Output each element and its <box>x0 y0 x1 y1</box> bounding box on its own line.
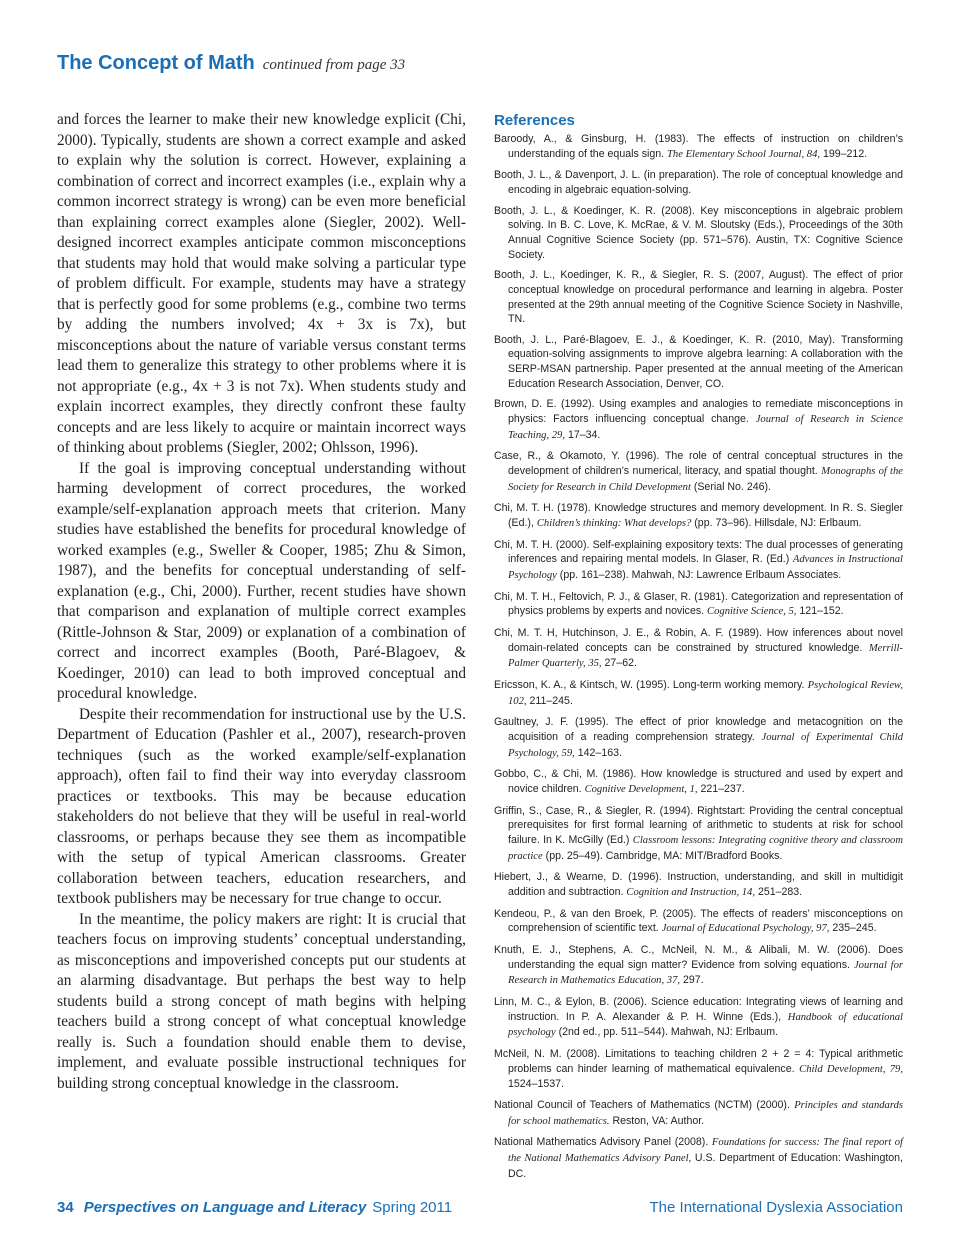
reference-text: (pp. 73–96). Hillsdale, NJ: Erlbaum. <box>691 516 862 529</box>
reference-entry <box>494 268 903 326</box>
reference-entry <box>494 626 903 672</box>
journal-name: Perspectives on Language and Literacy <box>83 1199 367 1216</box>
reference-text: Baroody, A., & Ginsburg, H. (1983). The effects of instruction on children’s understanding of the equals sign. <box>494 133 903 160</box>
reference-text: Knuth, E. J., Stephens, A. C., McNeil, N. M., & Alibali, M. W. (2006). Does understanding the equal sign matter? Evidence from solving equations. <box>494 944 903 971</box>
reference-text: Griffin, S., Case, R., & Siegler, R. (1994). Rightstart: Providing the central conceptual prerequisites for first formal learning of arithmetic to students at risk for school failure. In K. McGilly (Ed.) <box>494 804 903 846</box>
reference-source: Classroom lessons: Integrating cognitive theory and classroom practice <box>508 834 903 862</box>
reference-text: 121–152. <box>796 605 844 618</box>
reference-entry <box>494 1135 903 1181</box>
reference-source: Children’s thinking: What develops? <box>536 517 692 529</box>
reference-source: Cognitive Science, 5, <box>707 606 797 618</box>
reference-text: Booth, J. L., Koedinger, K. R., & Siegler, R. S. (2007, August). The effect of prior conceptual knowledge on procedural performance and learning in algebra. Poster presented at the 29th annual meeting of the Cognitive Science Society in Nashville, TN. <box>494 269 903 326</box>
reference-text: (2nd ed., pp. 511–544). Mahwah, NJ: Erlbaum. <box>555 1026 779 1039</box>
body-paragraph: and forces the learner to make their new knowledge explicit (Chi, 2000). Typically, students are shown a correct example and asked to explain why the solution is correct. However, explaining a combination of correct and incorrect examples (i.e., explain why a common incorrect strategy is wrong) can be even more beneficial than explaining correct examples alone (Siegler, 2002). Well-designed incorrect examples anticipate common misconceptions that students may hold that would make solving a particular type of problem difficult. For example, students may have a strategy that is perfectly good for some problems (e.g., combine two terms by adding the numbers involved; 4x + 3x is 7x), but misconceptions about the nature of variable versus constant terms lead them to generalize this strategy to other problems where it is not appropriate (e.g., 4x + 3 is not 7x). When students study and explain incorrect examples, they directly confront these faulty concepts and are less likely to acquire or maintain incorrect ways of thinking about problems (Siegler, 2002; Ohlsson, 1996). <box>57 111 466 456</box>
reference-source: Advances in Instructional Psychology <box>508 554 903 581</box>
reference-entry <box>494 132 903 162</box>
publisher-name: The International Dyslexia Association <box>649 1199 903 1216</box>
page-number: 34 <box>57 1199 74 1216</box>
reference-text: Gaultney, J. F. (1995). The effect of prior knowledge and metacognition on the acquisition of a reading comprehension strategy. <box>494 716 903 744</box>
references-list <box>494 132 903 1181</box>
reference-entry <box>494 1098 903 1129</box>
article-title: The Concept of Math <box>57 52 255 74</box>
body-paragraph: Despite their recommendation for instructional use by the U.S. Department of Education (Pashler et al., 2007), research-proven techniques (such as the worked example/self-explanation approach), often fail to find their way into everyday classroom practices or textbooks. This may be because education stakeholders do not believe that they will be useful in real-world classrooms, or perhaps because they see them as incompatible with the setup of typical American classrooms. Greater collaboration between teachers, education researchers, and textbook publishers may be necessary for true change to occur. <box>57 705 466 907</box>
reference-text: (pp. 161–238). Mahwah, NJ: Lawrence Erlbaum Associates. <box>556 568 842 581</box>
reference-source: Psychological Review, 102, <box>508 680 903 707</box>
reference-source: Journal of Experimental Child Psychology, 59, <box>508 732 903 759</box>
reference-text: U.S. Department of Education: Washington, DC. <box>508 1151 904 1180</box>
reference-text: Booth, J. L., & Koedinger, K. R. (2008). Key misconceptions in algebraic problem solving. In B. C. Love, K. McRae, & V. M. Sloutsky (Eds.), Proceedings of the 30th Annual Cognitive Science Society (pp. 571–576). Austin, TX: Cognitive Science Society. <box>494 204 903 261</box>
reference-text: 297. <box>680 974 704 987</box>
body-paragraph: In the meantime, the policy makers are right: It is crucial that teachers focus on improving students’ conceptual understanding, as misconceptions and impoverished concepts put our students at an alarming disadvantage. But perhaps the best way to help students build a strong concept of math begins with helping teachers build a strong concept of what conceptual knowledge really is. Such a foundation should enable them to devise, implement, and evaluate possible instructional techniques for building strong conceptual knowledge in the classroom. <box>57 910 466 1092</box>
reference-text: Reston, VA: Author. <box>609 1114 705 1127</box>
page-header <box>57 52 405 75</box>
reference-entry <box>494 538 903 584</box>
reference-text: Gobbo, C., & Chi, M. (1986). How knowledge is structured and used by expert and novice children. <box>494 768 903 795</box>
references-column <box>494 112 903 1187</box>
reference-entry <box>494 907 903 937</box>
reference-text: 17–34. <box>565 428 601 441</box>
reference-text: Chi, M. T. H. (2000). Self-explaining expository texts: The dual processes of generating inferences and repairing mental models. In Glaser, R. (Ed.) <box>494 538 903 566</box>
reference-entry <box>494 995 903 1041</box>
page-footer <box>57 1199 903 1221</box>
reference-source: Cognition and Instruction, 14, <box>626 886 755 898</box>
reference-text: 235–245. <box>829 922 877 935</box>
reference-entry <box>494 767 903 797</box>
reference-text: Linn, M. C., & Eylon, B. (2006). Science education: Integrating views of learning and instruction. In P. A. Alexander & P. H. Winne (Eds.), <box>494 996 903 1023</box>
reference-source: Merrill-Palmer Quarterly, 35, <box>508 642 903 670</box>
reference-text: 27–62. <box>601 657 637 670</box>
reference-source: Foundations for success: The final report of the National Mathematics Advisory Panel, <box>508 1137 903 1164</box>
footer-left <box>57 1199 452 1216</box>
reference-entry <box>494 1047 903 1092</box>
reference-source: Journal of Educational Psychology, 97, <box>661 923 830 935</box>
reference-text: McNeil, N. M. (2008). Limitations to teaching children 2 + 2 = 4: Typical arithmetic problems can hinder learning of mathematical equivalence. <box>494 1048 903 1075</box>
reference-text: Case, R., & Okamoto, Y. (1996). The role of central conceptual structures in the development of children’s numerical, literacy, and spatial thought. <box>494 450 903 477</box>
references-heading: References <box>494 112 575 129</box>
reference-entry <box>494 501 903 531</box>
reference-entry <box>494 870 903 900</box>
reference-text: 199–212. <box>820 147 868 160</box>
reference-entry <box>494 943 903 989</box>
reference-source: Monographs of the Society for Research in Child Development <box>508 466 903 493</box>
reference-text: 1524–1537. <box>508 1078 564 1091</box>
reference-text: 142–163. <box>574 746 622 759</box>
reference-text: Hiebert, J., & Wearne, D. (1996). Instruction, understanding, and skill in multidigit addition and subtraction. <box>494 871 903 898</box>
reference-source: Child Development, 79, <box>799 1063 904 1075</box>
reference-text: Brown, D. E. (1992). Using examples and analogies to remediate misconceptions in physics: Factors influencing conceptual change. <box>494 398 903 426</box>
reference-text: Booth, J. L., & Davenport, J. L. (in preparation). The role of conceptual knowledge and encoding in algebraic equation-solving. <box>494 169 903 196</box>
reference-text: (pp. 25–49). Cambridge, MA: MIT/Bradford Books. <box>542 849 783 862</box>
issue-label: Spring 2011 <box>372 1199 453 1216</box>
reference-text: National Council of Teachers of Mathematics (NCTM) (2000). <box>494 1099 795 1111</box>
reference-entry <box>494 168 903 197</box>
reference-text: (Serial No. 246). <box>690 480 771 493</box>
reference-text: National Mathematics Advisory Panel (2008). <box>494 1136 712 1149</box>
reference-text: Booth, J. L., Paré-Blagoev, E. J., & Koedinger, K. R. (2010, May). Transforming equation-solving assignments to improve algebra learning: A collaboration with the SERP-MSAN partnership. Paper presented at the annual meeting of the American Education Research Association, Denver, CO. <box>494 333 903 390</box>
reference-text: Chi, M. T. H, Hutchinson, J. E., & Robin, A. F. (1989). How inferences about novel domain-related concepts can be constrained by structured knowledge. <box>494 627 903 654</box>
reference-source: The Elementary School Journal, 84, <box>667 148 821 160</box>
continued-note: continued from page 33 <box>262 57 406 73</box>
reference-source: Handbook of educational psychology <box>508 1011 903 1039</box>
body-paragraph: If the goal is improving conceptual understanding without harming development of correct procedures, the worked example/self-explanation approach meets that criterion. Many studies have established the benefits for procedural knowledge of worked examples (e.g., Sweller & Cooper, 1985; Zhu & Simon, 1987), and the benefits for conceptual understanding of self-explanation (e.g., Chi, 2000). Further, recent studies have shown that comparison and explanation of multiple correct examples (Rittle-Johnson & Star, 2009) or explanation of a combination of correct and incorrect examples (Booth, Paré-Blagoev, & Koedinger, 2010) can lead to both improved conceptual and procedural knowledge. <box>57 459 466 702</box>
reference-text: 251–283. <box>755 885 803 898</box>
reference-entry <box>494 678 903 709</box>
reference-source: Cognitive Development, 1, <box>584 784 698 795</box>
reference-entry <box>494 397 903 443</box>
reference-source: Principles and standards for school mathematics. <box>508 1100 903 1127</box>
body-text-column <box>57 110 466 1094</box>
reference-source: Journal for Research in Mathematics Education, 37, <box>508 959 903 987</box>
reference-text: Ericsson, K. A., & Kintsch, W. (1995). Long-term working memory. <box>494 679 808 692</box>
reference-text: Chi, M. T. H., Feltovich, P. J., & Glaser, R. (1981). Categorization and representation of physics problems by experts and novices. <box>494 590 903 618</box>
reference-entry <box>494 449 903 495</box>
reference-source: Journal of Research in Science Teaching, 29, <box>508 414 903 441</box>
reference-text: 221–237. <box>697 783 745 795</box>
reference-entry <box>494 804 903 864</box>
reference-entry <box>494 333 903 391</box>
reference-entry <box>494 590 903 620</box>
reference-text: Kendeou, P., & van den Broek, P. (2005). The effects of readers’ misconceptions on comprehension of scientific text. <box>494 907 903 935</box>
reference-entry <box>494 715 903 761</box>
reference-text: Chi, M. T. H. (1978). Knowledge structures and memory development. In R. S. Siegler (Ed.), <box>494 502 903 529</box>
reference-text: 211–245. <box>526 694 573 707</box>
reference-entry <box>494 204 903 262</box>
